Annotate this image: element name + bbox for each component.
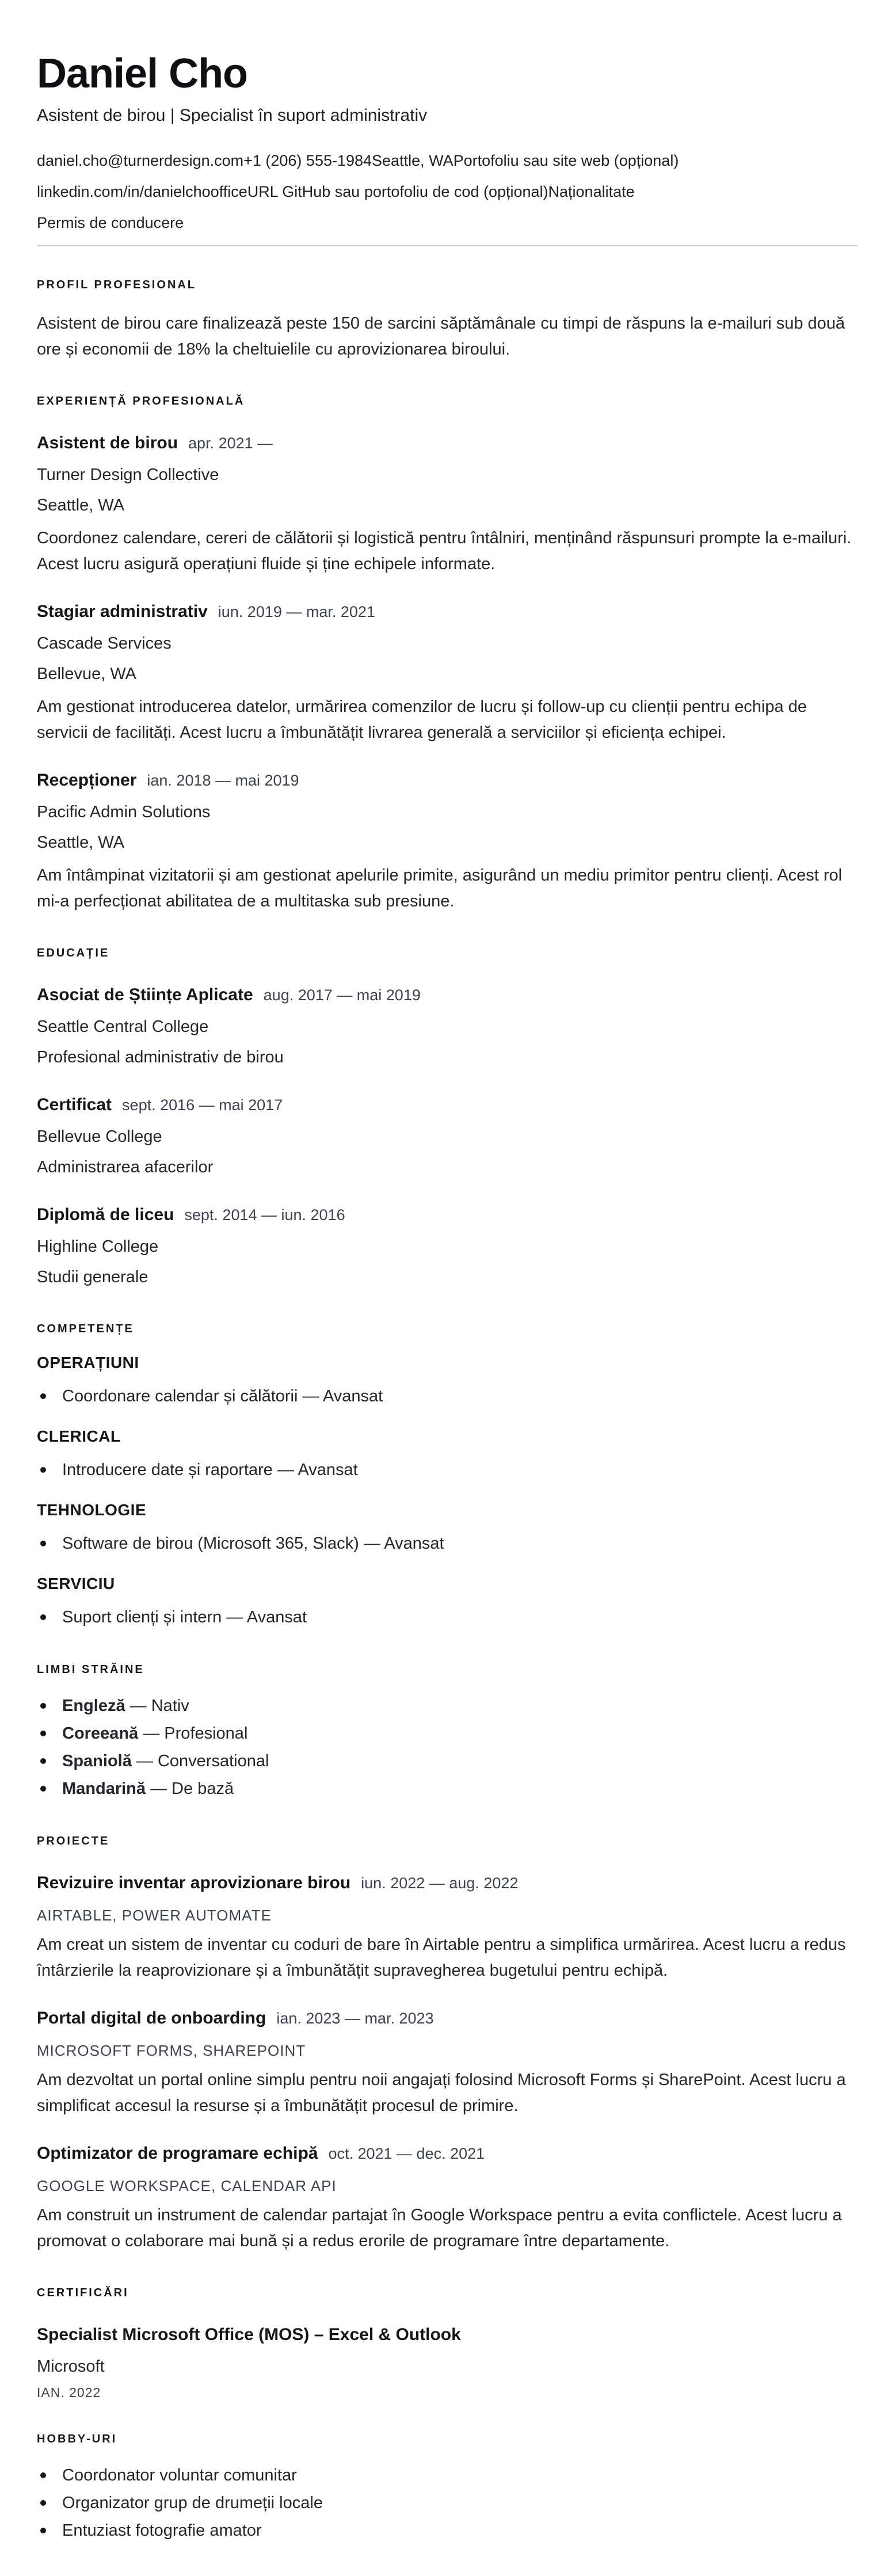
language-item [37, 1720, 858, 1747]
project-tools: MICROSOFT FORMS, SHAREPOINT [37, 2042, 306, 2059]
degree: Diplomă de liceu [37, 1205, 174, 1224]
project-dates: oct. 2021 — dec. 2021 [328, 2145, 485, 2162]
school: Highline College [37, 1237, 159, 1256]
language-separator: — [138, 1724, 165, 1743]
header-divider [37, 245, 858, 246]
company: Cascade Services [37, 634, 172, 653]
section-label-experience: EXPERIENȚĂ PROFESIONALĂ [37, 395, 245, 407]
job-description: Am gestionat introducerea datelor, urmărirea comenzilor de lucru și follow-up cu clienții pentru echipa de servicii de facilități. Acest lucru a îmbunătățit livrarea generală a serviciilor și eficiența echipei. [37, 698, 807, 742]
certification-entry [37, 2323, 858, 2400]
language-level: Profesional [164, 1724, 248, 1743]
contact-row [37, 145, 858, 176]
project-entry [37, 1872, 858, 1984]
entry-title-row [37, 2142, 858, 2168]
skill-group [37, 1427, 858, 1484]
certification-issuer: Microsoft [37, 2357, 105, 2376]
entry-title-row [37, 1093, 858, 1119]
education-entry [37, 984, 858, 1070]
experience-entry [37, 769, 858, 914]
language-name: Mandarină [62, 1779, 146, 1798]
language-item [37, 1747, 858, 1775]
portfolio-placeholder: Portofoliu sau site web (opțional) [453, 152, 679, 169]
section-label-projects: PROIECTE [37, 1835, 110, 1847]
section-label-hobbies: HOBBY-URI [37, 2433, 117, 2445]
profile-summary: Asistent de birou care finalizează peste 150 de sarcini săptămânale cu timpi de răspuns la e-mailuri sub două ore și economii de 18% la cheltuielile cu aprovizionarea biroului. [37, 314, 845, 359]
job-title: Asistent de birou [37, 433, 178, 452]
project-dates: iun. 2022 — aug. 2022 [361, 1874, 519, 1892]
entry-title-row [37, 769, 858, 795]
language-list [37, 1692, 858, 1803]
language-level: Nativ [151, 1697, 189, 1715]
skill-list [37, 1456, 858, 1484]
skill-group-name: SERVICIU [37, 1575, 115, 1592]
skill-item: Suport clienți și intern — Avansat [37, 1603, 858, 1631]
section-label-education: EDUCAȚIE [37, 947, 110, 959]
email: daniel.cho@turnerdesign.com [37, 152, 244, 169]
job-location: Bellevue, WA [37, 665, 136, 683]
contact-row [37, 176, 858, 207]
person-name: Daniel Cho [37, 51, 248, 97]
language-name: Spaniolă [62, 1752, 132, 1770]
skill-item: Introducere date și raportare — Avansat [37, 1456, 858, 1484]
driving-license: Permis de conducere [37, 214, 184, 231]
project-title: Optimizator de programare echipă [37, 2144, 318, 2163]
school: Bellevue College [37, 1127, 162, 1146]
skill-list [37, 1530, 858, 1557]
language-name: Coreeană [62, 1724, 139, 1743]
contact-info [37, 145, 858, 238]
contact-row [37, 207, 858, 238]
certification-title: Specialist Microsoft Office (MOS) – Excel & Outlook [37, 2325, 461, 2344]
section-label-languages: LIMBI STRĂINE [37, 1663, 144, 1676]
language-separator: — [131, 1752, 158, 1770]
project-title: Revizuire inventar aprovizionare birou [37, 1873, 351, 1892]
section-label-skills: COMPETENȚE [37, 1323, 134, 1335]
company: Turner Design Collective [37, 466, 219, 484]
job-dates: iun. 2019 — mar. 2021 [218, 603, 375, 620]
project-tools: GOOGLE WORKSPACE, CALENDAR API [37, 2177, 337, 2194]
education-dates: aug. 2017 — mai 2019 [263, 986, 421, 1004]
hobby-item: Organizator grup de drumeții locale [37, 2489, 858, 2517]
job-title: Stagiar administrativ [37, 602, 208, 621]
degree: Certificat [37, 1095, 112, 1114]
skill-group [37, 1501, 858, 1557]
entry-title-row [37, 600, 858, 626]
job-description: Am întâmpinat vizitatorii și am gestionat apelurile primite, asigurând un mediu primitor pentru clienți. Acest rol mi-a perfecționat abilitatea de a multitaska sub presiune. [37, 866, 843, 910]
experience-entry [37, 600, 858, 746]
language-level: De bază [172, 1779, 234, 1798]
entry-title-row [37, 432, 858, 458]
location: Seattle, WA [372, 152, 454, 169]
skill-group-name: CLERICAL [37, 1427, 121, 1445]
school: Seattle Central College [37, 1018, 209, 1036]
education-dates: sept. 2014 — iun. 2016 [184, 1206, 345, 1224]
skill-group [37, 1575, 858, 1631]
field-of-study: Profesional administrativ de birou [37, 1048, 284, 1066]
project-dates: ian. 2023 — mar. 2023 [276, 2010, 434, 2027]
job-title: Recepționer [37, 771, 137, 790]
job-location: Seattle, WA [37, 833, 125, 852]
language-item [37, 1775, 858, 1803]
entry-title-row [37, 2323, 858, 2349]
field-of-study: Studii generale [37, 1268, 148, 1286]
job-description: Coordonez calendare, cereri de călătorii și logistică pentru întâlniri, menținând răspunsuri prompte la e-mailuri. Acest lucru asigură operațiuni fluide și ține echipele informate. [37, 529, 852, 573]
company: Pacific Admin Solutions [37, 803, 211, 821]
entry-title-row [37, 2007, 858, 2033]
hobby-item: Coordonator voluntar comunitar [37, 2461, 858, 2489]
job-location: Seattle, WA [37, 496, 125, 515]
hobby-list [37, 2461, 858, 2544]
skill-list [37, 1603, 858, 1631]
project-description: Am construit un instrument de calendar partajat în Google Workspace pentru a evita conflictele. Acest lucru a promovat o colaborare mai bună și a redus erorile de programare între departamente. [37, 2206, 842, 2250]
project-description: Am dezvoltat un portal online simplu pentru noii angajați folosind Microsoft Forms și SharePoint. Acest lucru a simplificat accesul la resurse și a îmbunătățit procesul de primire. [37, 2071, 846, 2115]
language-item [37, 1692, 858, 1720]
entry-title-row [37, 984, 858, 1009]
skill-item: Software de birou (Microsoft 365, Slack) — Avansat [37, 1530, 858, 1557]
skill-list [37, 1382, 858, 1410]
section-label-profile: PROFIL PROFESIONAL [37, 279, 196, 291]
certification-date: IAN. 2022 [37, 2385, 101, 2400]
job-dates: ian. 2018 — mai 2019 [147, 772, 299, 789]
project-entry [37, 2142, 858, 2254]
skill-group-name: OPERAȚIUNI [37, 1354, 139, 1371]
education-entry [37, 1203, 858, 1290]
language-separator: — [125, 1697, 151, 1715]
degree: Asociat de Științe Aplicate [37, 985, 253, 1004]
skill-group [37, 1354, 858, 1410]
project-title: Portal digital de onboarding [37, 2009, 266, 2028]
nationality-placeholder: Naționalitate [548, 183, 635, 200]
field-of-study: Administrarea afacerilor [37, 1158, 214, 1176]
project-entry [37, 2007, 858, 2119]
experience-entry [37, 432, 858, 577]
project-description: Am creat un sistem de inventar cu coduri de bare în Airtable pentru a simplifica urmărirea. Acest lucru a redus întârzierile la reaprovizionare și a îmbunătățit supravegherea bugetului pentru echipă. [37, 1935, 846, 1980]
education-entry [37, 1093, 858, 1180]
entry-title-row [37, 1872, 858, 1897]
language-name: Engleză [62, 1697, 125, 1715]
job-dates: apr. 2021 — [188, 435, 273, 452]
section-label-certifications: CERTIFICĂRI [37, 2287, 129, 2299]
skill-group-name: TEHNOLOGIE [37, 1501, 147, 1519]
linkedin: linkedin.com/in/danielchooffice [37, 183, 247, 200]
github-placeholder: URL GitHub sau portofoliu de cod (opțional) [247, 183, 548, 200]
headline: Asistent de birou | Specialist în suport administrativ [37, 106, 428, 125]
skill-item: Coordonare calendar și călătorii — Avansat [37, 1382, 858, 1410]
language-level: Conversational [157, 1752, 269, 1770]
entry-title-row [37, 1203, 858, 1229]
education-dates: sept. 2016 — mai 2017 [122, 1096, 283, 1114]
language-separator: — [146, 1779, 172, 1798]
project-tools: AIRTABLE, POWER AUTOMATE [37, 1907, 272, 1924]
phone: +1 (206) 555-1984 [243, 152, 372, 169]
hobby-item: Entuziast fotografie amator [37, 2517, 858, 2544]
